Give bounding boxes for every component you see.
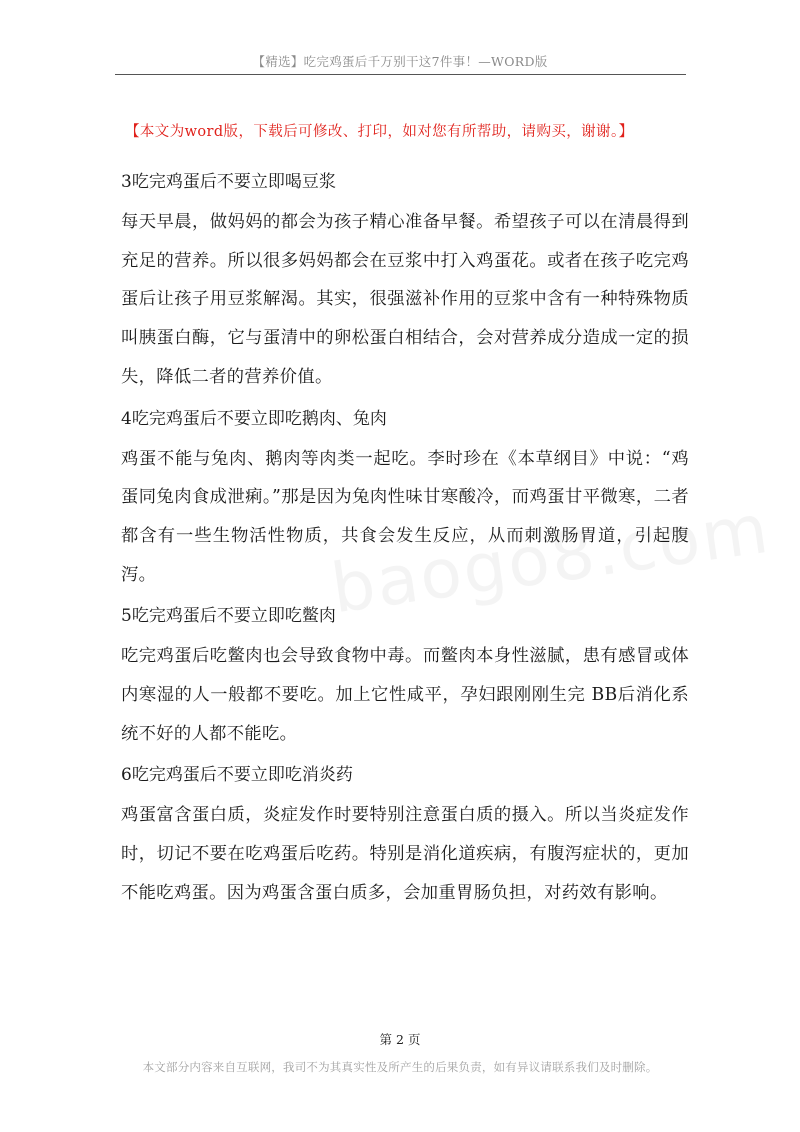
section-heading: 6吃完鸡蛋后不要立即吃消炎药 xyxy=(121,765,353,786)
header-divider xyxy=(115,74,686,75)
page-header-title: 【精选】吃完鸡蛋后千万别干这7件事！—WORD版 xyxy=(252,54,548,69)
download-notice: 【本文为word版，下载后可修改、打印，如对您有所帮助，请购买，谢谢。】 xyxy=(125,124,634,140)
section-paragraph: 吃完鸡蛋后吃鳖肉也会导致食物中毒。而鳖肉本身性滋腻，患有感冒或体内寒湿的人一般都不要吃。加上它性咸平，孕妇跟刚刚生完 BB后消化系统不好的人都不能吃。 xyxy=(121,646,689,744)
section-paragraph: 鸡蛋不能与兔肉、鹅肉等肉类一起吃。李时珍在《本草纲目》中说：“鸡蛋同兔肉食成泄痢。”那是因为兔肉性味甘寒酸冷，而鸡蛋甘平微寒，二者都含有一些生物活性物质，共食会发生反应，从而刺激肠胃道，引起腹泻。 xyxy=(121,448,689,585)
section-heading: 3吃完鸡蛋后不要立即喝豆浆 xyxy=(121,172,336,192)
section-heading: 5吃完鸡蛋后不要立即吃鳖肉 xyxy=(121,606,336,627)
footer-disclaimer: 本文部分内容来自互联网，我司不为其真实性及所产生的后果负责，如有异议请联系我们及时删除。 xyxy=(142,1060,658,1074)
section-paragraph: 每天早晨，做妈妈的都会为孩子精心准备早餐。希望孩子可以在清晨得到充足的营养。所以很多妈妈都会在豆浆中打入鸡蛋花。或者在孩子吃完鸡蛋后让孩子用豆浆解渴。其实，很强滋补作用的豆浆中含有一种特殊物质叫胰蛋白酶，它与蛋清中的卵松蛋白相结合，会对营养成分造成一定的损失，降低二者的营养价值。 xyxy=(121,212,689,387)
section-heading: 4吃完鸡蛋后不要立即吃鹅肉、兔肉 xyxy=(121,408,387,429)
page-number: 第 2 页 xyxy=(379,1032,421,1047)
document-body xyxy=(121,162,689,915)
section-paragraph: 鸡蛋富含蛋白质，炎症发作时要特别注意蛋白质的摄入。所以当炎症发作时，切记不要在吃鸡蛋后吃药。特别是消化道疾病，有腹泻症状的，更加不能吃鸡蛋。因为鸡蛋含蛋白质多，会加重胃肠负担，对药效有影响。 xyxy=(121,805,689,903)
